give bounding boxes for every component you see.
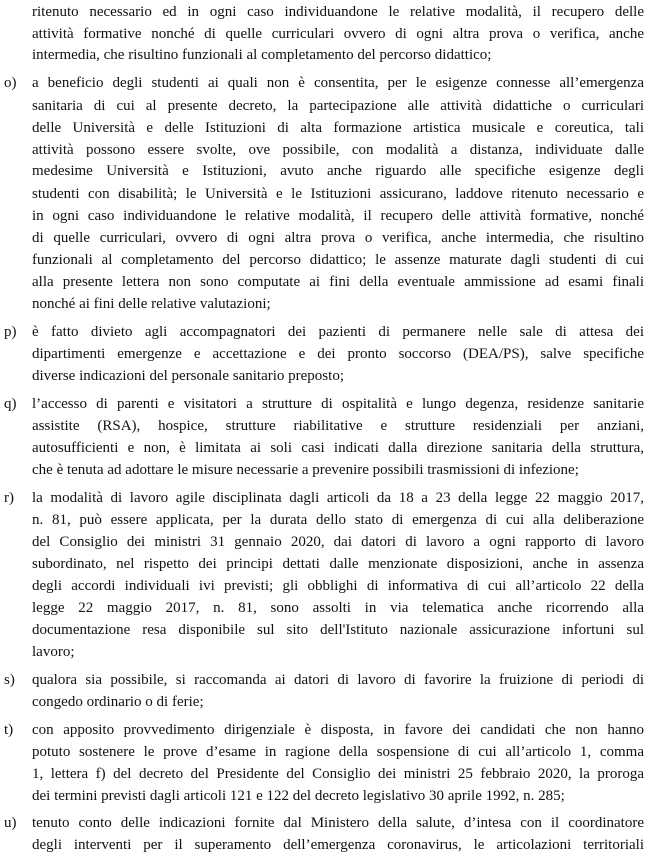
paragraph-text: nonché ai fini delle relative valutazioni;: [32, 296, 271, 312]
text-line: [0, 554, 657, 574]
list-item-label: o): [4, 75, 17, 91]
paragraph-text: intermedia, che risultino funzionali al completamento del percorso didattico;: [32, 47, 492, 63]
text-line: [0, 764, 657, 784]
text-line: [0, 184, 657, 204]
paragraph-text: l’accesso di parenti e visitatori a strutture di ospitalità e lungo degenza, residenze sanitarie: [32, 396, 644, 412]
list-item-label: s): [4, 672, 15, 688]
text-line: [0, 2, 657, 22]
paragraph-text: documentazione resa disponibile sul sito dell'Istituto nazionale assicurazione infortuni sul: [32, 622, 644, 638]
text-line: [0, 438, 657, 458]
paragraph-text: in ogni caso individuandone le relative modalità, il recupero delle attività formative, nonché: [32, 208, 644, 224]
text-line: [0, 670, 657, 690]
text-line: [0, 322, 657, 342]
text-line: [0, 576, 657, 596]
text-line: [0, 366, 657, 386]
text-line: [0, 532, 657, 552]
text-line: [0, 45, 657, 65]
text-line: [0, 161, 657, 181]
paragraph-text: ritenuto necessario ed in ogni caso individuandone le relative modalità, il recupero delle: [32, 4, 644, 20]
text-line: [0, 416, 657, 436]
text-line: [0, 228, 657, 248]
text-line: [0, 73, 657, 93]
text-line: [0, 720, 657, 740]
text-line: [0, 294, 657, 314]
text-line: [0, 250, 657, 270]
paragraph-text: 1, lettera f) del decreto del Presidente del Consiglio dei ministri 25 febbraio 2020, la proroga: [32, 766, 644, 782]
list-item-label: t): [4, 722, 14, 738]
paragraph-text: dipartimenti emergenze e accettazione e dei pronto soccorso (DEA/PS), salve specifiche: [32, 346, 644, 362]
paragraph-text: degli accordi individuali ivi previsti; gli obblighi di informativa di cui all’articolo 22 della: [32, 578, 644, 594]
list-item-label: q): [4, 396, 17, 412]
text-line: [0, 206, 657, 226]
paragraph-text: delle Università e delle Istituzioni di alta formazione artistica musicale e coreutica, tali: [32, 120, 644, 136]
paragraph-text: lavoro;: [32, 644, 75, 660]
text-line: [0, 140, 657, 160]
paragraph-text: diverse indicazioni del personale sanitario preposto;: [32, 368, 344, 384]
paragraph-text: congedo ordinario o di ferie;: [32, 694, 204, 710]
paragraph-text: qualora sia possibile, si raccomanda ai datori di lavoro di favorire la fruizione di periodi di: [32, 672, 644, 688]
paragraph-text: attività formative nonché di quelle curriculari ovvero di ogni altra prova o verifica, anche: [32, 26, 644, 42]
text-line: [0, 598, 657, 618]
text-line: [0, 835, 657, 855]
text-line: [0, 620, 657, 640]
paragraph-text: alla presente lettera non sono computate ai fini della eventuale ammissione ad esami finali: [32, 274, 644, 290]
paragraph-text: a beneficio degli studenti ai quali non è consentita, per le esigenze connesse all’emergenza: [32, 75, 644, 91]
list-item-label: u): [4, 815, 17, 831]
list-item-label: r): [4, 490, 14, 506]
text-line: [0, 642, 657, 662]
paragraph-text: di quelle curriculari, ovvero di ogni altra prova o verifica, anche intermedia, che risultino: [32, 230, 644, 246]
paragraph-text: che è tenuta ad adottare le misure necessarie a prevenire possibili trasmissioni di infezione;: [32, 462, 579, 478]
paragraph-text: funzionali al completamento del percorso didattico; le assenze maturate dagli studenti di cui: [32, 252, 644, 268]
paragraph-text: sanitaria di cui al presente decreto, la partecipazione alle attività didattiche o curriculari: [32, 98, 644, 114]
text-line: [0, 272, 657, 292]
paragraph-text: è fatto divieto agli accompagnatori dei pazienti di permanere nelle sale di attesa dei: [32, 324, 644, 340]
paragraph-text: subordinato, nel rispetto dei principi dettati dalle menzionate disposizioni, anche in assenza: [32, 556, 644, 572]
text-line: [0, 118, 657, 138]
paragraph-text: potuto sostenere le prove d’esame in ragione della sospensione di cui all’articolo 1, comma: [32, 744, 644, 760]
text-line: [0, 96, 657, 116]
paragraph-text: medesime Università e Istituzioni, avuto anche riguardo alle specifiche esigenze degli: [32, 163, 644, 179]
list-item-label: p): [4, 324, 17, 340]
paragraph-text: con apposito provvedimento dirigenziale è disposta, in favore dei candidati che non hanno: [32, 722, 644, 738]
text-line: [0, 510, 657, 530]
paragraph-text: dei termini previsti dagli articoli 121 e 122 del decreto legislativo 30 aprile 1992, n. 285;: [32, 788, 565, 804]
paragraph-text: del Consiglio dei ministri 31 gennaio 2020, dai datori di lavoro a ogni rapporto di lavoro: [32, 534, 644, 550]
paragraph-text: studenti con disabilità; le Università e le Istituzioni assicurano, laddove ritenuto necessario e: [32, 186, 644, 202]
text-line: [0, 786, 657, 806]
text-line: [0, 742, 657, 762]
paragraph-text: degli interventi per il superamento dell’emergenza coronavirus, le articolazioni territoriali: [32, 837, 644, 853]
text-line: [0, 24, 657, 44]
paragraph-text: autosufficienti e non, è limitata ai soli casi indicati dalla direzione sanitaria della struttura,: [32, 440, 644, 456]
text-line: [0, 488, 657, 508]
paragraph-text: n. 81, può essere applicata, per la durata dello stato di emergenza di cui alla deliberazione: [32, 512, 644, 528]
paragraph-text: attività possono essere svolte, ove possibile, con modalità a distanza, individuate dalle: [32, 142, 644, 158]
paragraph-text: la modalità di lavoro agile disciplinata dagli articoli da 18 a 23 della legge 22 maggio 2017,: [32, 490, 644, 506]
text-line: [0, 813, 657, 833]
paragraph-text: legge 22 maggio 2017, n. 81, sono assolti in via telematica anche ricorrendo alla: [32, 600, 644, 616]
paragraph-text: assistite (RSA), hospice, strutture riabilitative e strutture residenziali per anziani,: [32, 418, 644, 434]
text-line: [0, 460, 657, 480]
text-line: [0, 344, 657, 364]
text-line: [0, 394, 657, 414]
paragraph-text: tenuto conto delle indicazioni fornite dal Ministero della salute, d’intesa con il coordinatore: [32, 815, 644, 831]
text-line: [0, 692, 657, 712]
